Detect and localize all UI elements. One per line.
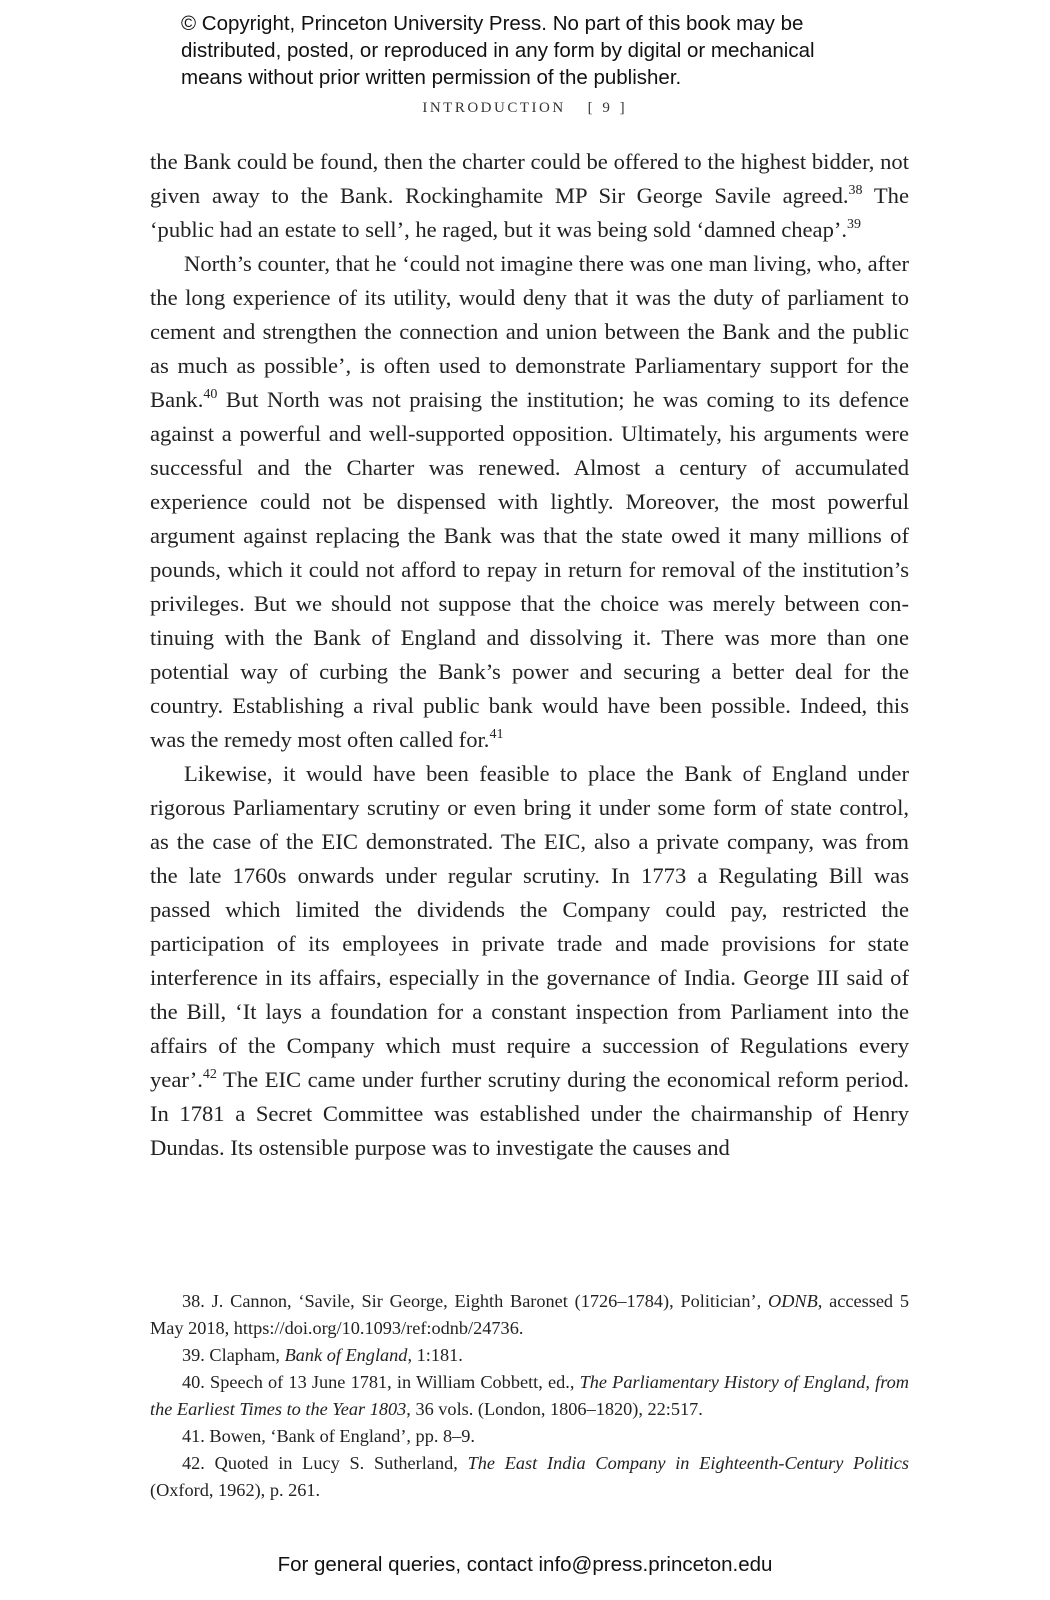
running-head-section: INTRODUCTION <box>422 100 566 116</box>
footnote-title: The East India Company in Eighteenth-Century Politics <box>467 1453 909 1473</box>
contact-footer: For general queries, contact info@press.princeton.edu <box>277 1553 773 1576</box>
footnote-text: , 1:181. <box>407 1345 463 1365</box>
paragraph-text: North’s counter, that he ‘could not imagine there was one man living, who, after the long experience of its utility, would deny that it was the duty of parliament to cement and strengthen the connection and union between the Bank and the public as much as possible’, is often used to demonstrate Parliamentary support for the Bank. <box>150 251 909 412</box>
footnote-ref: 38 <box>848 183 863 198</box>
footnote-ref: 40 <box>203 387 218 402</box>
paragraph-text: But North was not praising the institution; he was coming to its defence against a powerful and well-supported opposition. Ultimately, his arguments were successful and the Charter was renewed. Almost a century of accumulated experience could not be dispensed with lightly. Moreover, the most powerful argument against replacing the Bank was that the state owed it many millions of pounds, which it could not afford to repay in return for removal of the institution’s privileges. But we should not suppose that the choice was merely between continuing with the Bank of England and dissolving it. There was more than one potential way of curbing the Bank’s power and securing a better deal for the country. Establishing a rival public bank would have been possible. Indeed, this was the remedy most often called for. <box>150 387 909 752</box>
footnote-ref: 42 <box>202 1067 217 1082</box>
paragraph-text: the Bank could be found, then the charter could be offered to the highest bidder, not given away to the Bank. Rockinghamite MP Sir George Savile agreed. <box>150 149 909 208</box>
paragraph <box>150 247 909 757</box>
footnote-ref: 41 <box>489 727 504 742</box>
footnote-text: , accessed 5 May 2018, https://doi.org/10.1093/ref:odnb/24736. <box>150 1291 910 1338</box>
footnote-title: ODNB <box>768 1291 818 1311</box>
running-head <box>0 100 1050 117</box>
copyright-line: distributed, posted, or reproduced in any form by digital or mechanical <box>181 39 815 62</box>
copyright-line: © Copyright, Princeton University Press. No part of this book may be <box>181 12 804 35</box>
footnote-text: 38. J. Cannon, ‘Savile, Sir George, Eighth Baronet (1726–1784), Politician’, <box>182 1291 768 1311</box>
footnote-41 <box>150 1423 909 1450</box>
footnote-42 <box>150 1450 909 1504</box>
page-number: [ 9 ] <box>587 100 628 116</box>
footnote-text: 39. Clapham, <box>182 1345 285 1365</box>
footnote-text: 42. Quoted in Lucy S. Sutherland, <box>182 1453 468 1473</box>
paragraph-text: Likewise, it would have been feasible to place the Bank of England under rigorous Parliamentary scrutiny or even bring it under some form of state control, as the case of the EIC demonstrated. The EIC, also a private company, was from the late 1760s onwards under regular scrutiny. In 1773 a Regulating Bill was passed which limited the dividends the Company could pay, restricted the participation of its employees in private trade and made provisions for state interference in its affairs, especially in the governance of India. George III said of the Bill, ‘It lays a foundation for a constant inspection from Parliament into the affairs of the Company which must require a succession of Regulations every year’. <box>150 761 909 1092</box>
paragraph-text: The EIC came under further scrutiny during the economical reform period. In 1781 a Secret Committee was established under the chairmanship of Henry Dundas. Its ostensible purpose was to investigate the causes and <box>150 1067 909 1160</box>
footnote-39 <box>150 1342 909 1369</box>
footnote-38 <box>150 1288 909 1342</box>
footnote-text: 41. Bowen, ‘Bank of England’, pp. 8–9. <box>182 1426 475 1446</box>
paragraph-text: The ‘public had an estate to sell’, he raged, but it was being sold ‘damned cheap’. <box>150 183 909 242</box>
footnote-ref: 39 <box>847 217 862 232</box>
footnote-text: (Oxford, 1962), p. 261. <box>150 1480 321 1500</box>
footnote-title: Bank of England <box>284 1345 408 1365</box>
copyright-line: means without prior written permission of the publisher. <box>181 66 682 89</box>
footnote-text: , 36 vols. (London, 1806–1820), 22:517. <box>406 1399 703 1419</box>
main-text <box>150 145 909 1165</box>
footnote-40 <box>150 1369 909 1423</box>
footnotes <box>150 1288 909 1504</box>
footnote-text: 40. Speech of 13 June 1781, in William Cobbett, ed., <box>182 1372 580 1392</box>
paragraph <box>150 757 909 1165</box>
paragraph <box>150 145 909 247</box>
footnote-title: The Parliamentary History of England, from the Earliest Times to the Year 1803 <box>150 1372 909 1419</box>
copyright-notice <box>181 10 1001 91</box>
